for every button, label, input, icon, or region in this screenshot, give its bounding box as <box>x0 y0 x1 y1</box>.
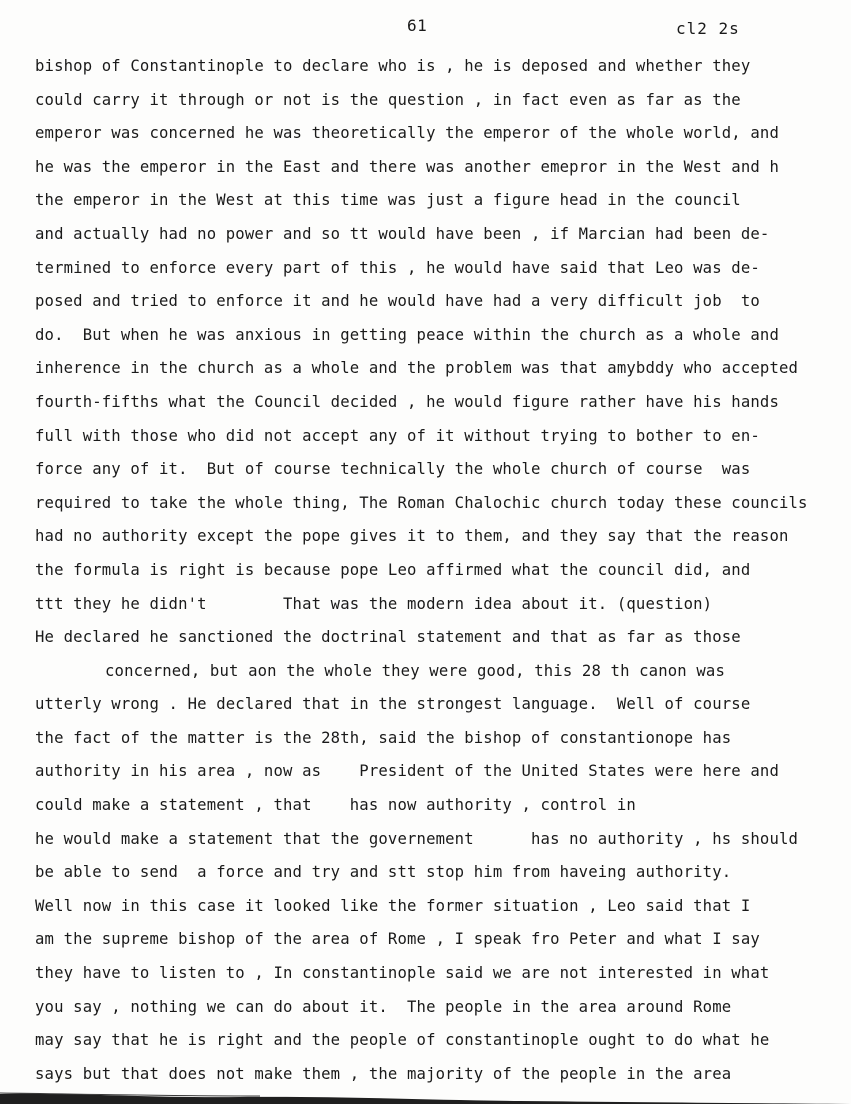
text-line: Well now in this case it looked like the former situation , Leo said that I <box>35 896 751 915</box>
text-line: am the supreme bishop of the area of Rome , I speak fro Peter and what I say <box>35 930 760 949</box>
text-line: could make a statement , that has now authority , control in <box>35 796 636 815</box>
page-reference: cl2 2s <box>676 19 740 38</box>
text-line: he was the emperor in the East and there was another emepror in the West and h <box>35 157 779 176</box>
text-line: termined to enforce every part of this , he would have said that Leo was de- <box>35 258 760 277</box>
text-line: the formula is right is because pope Leo affirmed what the council did, and <box>35 560 751 579</box>
text-line: bishop of Constantinople to declare who is , he is deposed and whether they <box>35 57 751 75</box>
text-line: posed and tried to enforce it and he would have had a very difficult job to <box>35 292 760 311</box>
text-line: utterly wrong . He declared that in the strongest language. Well of course <box>35 695 751 714</box>
text-line: emperor was concerned he was theoretically the emperor of the whole world, and <box>35 124 779 143</box>
text-line: and actually had no power and so tt would have been , if Marcian had been de- <box>35 224 770 243</box>
text-line: he would make a statement that the governement has no authority , hs should <box>35 829 799 848</box>
text-line: concerned, but aon the whole they were good, this 28 th canon was <box>105 661 725 680</box>
text-line: force any of it. But of course technically the whole church of course was <box>35 460 751 479</box>
page-number: 61 <box>407 16 428 35</box>
page-bottom-edge <box>0 1088 851 1104</box>
text-line: had no authority except the pope gives it to them, and they say that the reason <box>35 527 789 546</box>
text-line: required to take the whole thing, The Roman Chalochic church today these councils <box>35 493 808 512</box>
text-line: be able to send a force and try and stt stop him from haveing authority. <box>35 863 732 882</box>
text-line: they have to listen to , In constantinople said we are not interested in what <box>35 964 770 983</box>
text-line: full with those who did not accept any of it without trying to bother to en- <box>35 426 760 445</box>
text-line: says but that does not make them , the majority of the people in the area <box>35 1064 732 1083</box>
text-line: the fact of the matter is the 28th, said the bishop of constantionope has <box>35 728 732 747</box>
text-line: may say that he is right and the people of constantinople ought to do what he <box>35 1031 770 1050</box>
text-line: He declared he sanctioned the doctrinal statement and that as far as those <box>35 628 741 647</box>
text-line: the emperor in the West at this time was just a figure head in the council <box>35 191 741 210</box>
text-line: inherence in the church as a whole and the problem was that amybddy who accepted <box>35 359 799 378</box>
text-line: you say , nothing we can do about it. The people in the area around Rome <box>35 997 732 1016</box>
text-line: fourth-fifths what the Council decided , he would figure rather have his hands <box>35 392 779 411</box>
text-line: do. But when he was anxious in getting peace within the church as a whole and <box>35 325 779 344</box>
text-line: ttt they he didn't That was the modern idea about it. (question) <box>35 594 713 613</box>
text-line: authority in his area , now as President of the United States were here and <box>35 762 779 781</box>
typed-text-body <box>35 50 847 1091</box>
text-line: could carry it through or not is the question , in fact even as far as the <box>35 90 741 109</box>
